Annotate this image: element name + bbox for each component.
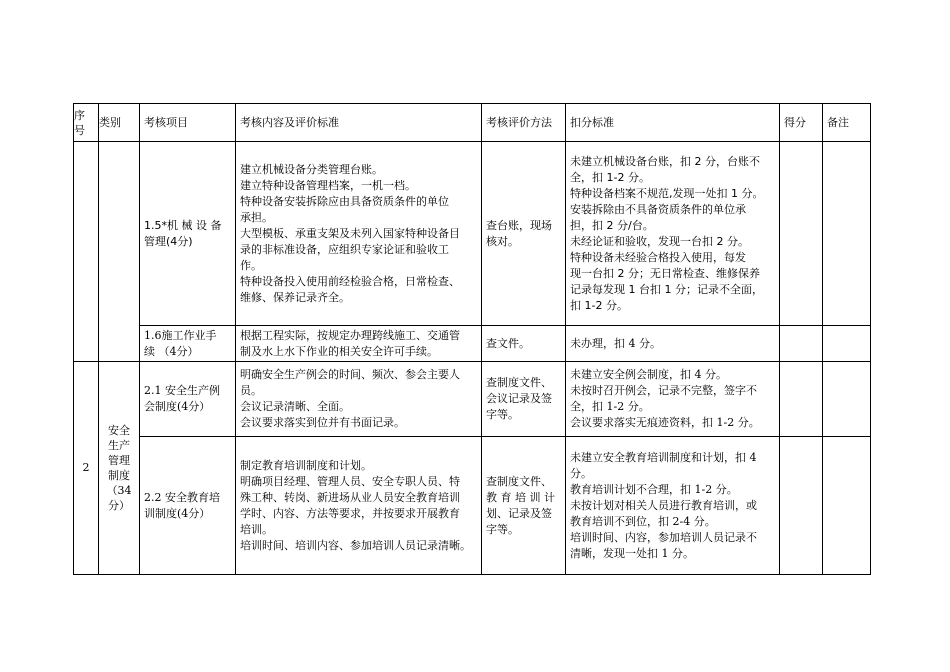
header-seq-text — [74, 108, 98, 138]
score-cell — [780, 362, 823, 437]
header-item: 考核项目 — [140, 104, 236, 142]
remark-cell — [823, 326, 871, 362]
remark-cell — [823, 362, 871, 437]
header-method: 考核评价方法 — [482, 104, 566, 142]
deduction-line: 培训时间、内容，参加培训人员记录不 — [570, 530, 757, 544]
content-cell — [236, 142, 482, 326]
content-line: 学时、内容、方法等要求，并按要求开展教育 — [240, 506, 460, 520]
method-line: 查制度文件、 — [486, 474, 552, 488]
content-line: 建立机械设备分类管理台账。 — [240, 162, 383, 176]
content-line: 特种设备投入使用前经检验合格，日常检查、 — [240, 274, 460, 288]
content-line: 明确项目经理、管理人员、安全专职人员、特 — [240, 474, 460, 488]
item-line: 1.6施工作业手 — [144, 328, 217, 342]
deduction-line: 教育培训计划不合理，扣 1-2 分。 — [570, 482, 738, 496]
deduction-line: 担，扣 2 分/台。 — [570, 218, 654, 232]
content-line: 会议要求落实到位并有书面记录。 — [240, 416, 405, 429]
table-row — [74, 142, 871, 326]
deduction-line: 清晰，发现一处扣 1 分。 — [570, 546, 694, 560]
category-line: （34 — [106, 484, 132, 497]
item-line: 训制度(4分） — [144, 506, 211, 520]
category-line: 制度 — [108, 469, 130, 482]
header-category: 类别 — [99, 104, 140, 142]
deduction-line: 会议要求落实无痕迹资料，扣 1-2 分。 — [570, 416, 760, 429]
deduction-line: 未建立安全教育培训制度和计划，扣 4 — [570, 450, 757, 464]
deduction-line: 安装拆除由不具备资质条件的单位承 — [570, 202, 746, 216]
content-line: 培训时间、培训内容、参加培训人员记录清晰。 — [240, 538, 471, 552]
remark-cell — [823, 142, 871, 326]
category-cell-empty — [99, 142, 140, 362]
item-cell — [140, 326, 236, 362]
header-seq-char: 序 — [74, 108, 85, 122]
deduction-line: 特种设备未经验合格投入使用，每发 — [570, 250, 746, 264]
method-line: 查台账，现场 — [486, 218, 552, 232]
deduction-line: 未按时召开例会，记录不完整，签字不 — [570, 384, 757, 397]
content-line: 员。 — [240, 384, 262, 397]
item-cell — [140, 142, 236, 326]
score-cell — [780, 437, 823, 575]
category-line: 分） — [108, 499, 130, 512]
content-line: 会议记录清晰、全面。 — [240, 400, 350, 413]
item-line: 续 （4分） — [144, 344, 199, 358]
category-line: 安全 — [108, 424, 130, 437]
category-line: 管理 — [108, 454, 130, 467]
content-cell — [236, 362, 482, 437]
item-line: 会制度(4分） — [144, 400, 211, 413]
content-line: 承担。 — [240, 210, 273, 224]
deduction-line: 未建立机械设备台账，扣 2 分，台账不 — [570, 154, 760, 168]
deduction-line: 未办理，扣 4 分。 — [570, 336, 661, 350]
content-cell — [236, 437, 482, 575]
category-line: 生产 — [108, 439, 130, 452]
score-cell — [780, 142, 823, 326]
content-line: 殊工种、转岗、新进场从业人员安全教育培训 — [240, 490, 460, 504]
content-line: 特种设备安装拆除应由具备资质条件的单位 — [240, 194, 449, 208]
deduction-line: 现一台扣 2 分；无日常检查、维修保养 — [570, 266, 760, 280]
table-row — [74, 326, 871, 362]
seq-cell-empty — [74, 142, 99, 362]
content-line: 根据工程实际，按规定办理跨线施工、交通管 — [240, 328, 460, 342]
deduction-line: 记录每发现 1 台扣 1 分；记录不全面， — [570, 282, 763, 296]
content-line: 培训。 — [240, 522, 273, 536]
deduction-cell — [566, 142, 780, 326]
method-cell — [482, 142, 566, 326]
method-line: 字等。 — [486, 522, 519, 536]
content-line: 作。 — [240, 258, 262, 272]
method-cell — [482, 437, 566, 575]
content-cell — [236, 326, 482, 362]
method-cell — [482, 326, 566, 362]
item-line: 2.1 安全生产例 — [144, 384, 220, 397]
deduction-cell — [566, 362, 780, 437]
deduction-line: 教育培训不到位，扣 2-4 分。 — [570, 514, 716, 528]
deduction-cell — [566, 437, 780, 575]
seq-number: 2 — [74, 362, 99, 575]
deduction-line: 特种设备档案不规范,发现一处扣 1 分。 — [570, 186, 764, 200]
item-cell — [140, 362, 236, 437]
remark-cell — [823, 437, 871, 575]
assessment-table — [73, 103, 871, 575]
content-line: 制及水上水下作业的相关安全许可手续。 — [240, 344, 438, 358]
method-line: 教 育 培 训 计 — [486, 490, 555, 504]
category-cell — [99, 362, 140, 575]
header-seq — [74, 104, 99, 142]
method-line: 会议记录及签 — [486, 392, 552, 405]
method-line: 查文件。 — [486, 336, 530, 350]
method-line: 查制度文件、 — [486, 376, 552, 389]
item-line: 管理(4分) — [144, 234, 193, 248]
header-score: 得分 — [780, 104, 823, 142]
item-cell — [140, 437, 236, 575]
header-seq-char: 号 — [74, 123, 85, 137]
deduction-line: 扣 1-2 分。 — [570, 298, 628, 312]
content-line: 制定教育培训制度和计划。 — [240, 458, 372, 472]
deduction-line: 未按计划对相关人员进行教育培训，或 — [570, 498, 757, 512]
content-line: 大型模板、承重支架及未列入国家特种设备目 — [240, 226, 460, 240]
content-line: 维修、保养记录齐全。 — [240, 290, 350, 304]
method-line: 字等。 — [486, 408, 519, 421]
content-line: 录的非标准设备，应组织专家论证和验收工 — [240, 242, 449, 256]
deduction-cell — [566, 326, 780, 362]
header-deduction: 扣分标准 — [566, 104, 780, 142]
item-line: 2.2 安全教育培 — [144, 490, 220, 504]
table-row — [74, 362, 871, 437]
content-line: 明确安全生产例会的时间、频次、参会主要人 — [240, 368, 460, 381]
item-line: 1.5*机 械 设 备 — [144, 218, 222, 232]
score-cell — [780, 326, 823, 362]
deduction-line: 分。 — [570, 466, 592, 480]
header-row — [74, 104, 871, 142]
deduction-line: 未建立安全例会制度，扣 4 分。 — [570, 368, 727, 381]
deduction-line: 全，扣 1-2 分。 — [570, 170, 650, 184]
content-line: 建立特种设备管理档案，一机一档。 — [240, 178, 416, 192]
deduction-line: 未经论证和验收，发现一台扣 2 分。 — [570, 234, 749, 248]
method-line: 核对。 — [486, 234, 519, 248]
header-content: 考核内容及评价标准 — [236, 104, 482, 142]
method-line: 划、记录及签 — [486, 506, 552, 520]
table-row — [74, 437, 871, 575]
method-cell — [482, 362, 566, 437]
header-remark: 备注 — [823, 104, 871, 142]
deduction-line: 全，扣 1-2 分。 — [570, 400, 650, 413]
